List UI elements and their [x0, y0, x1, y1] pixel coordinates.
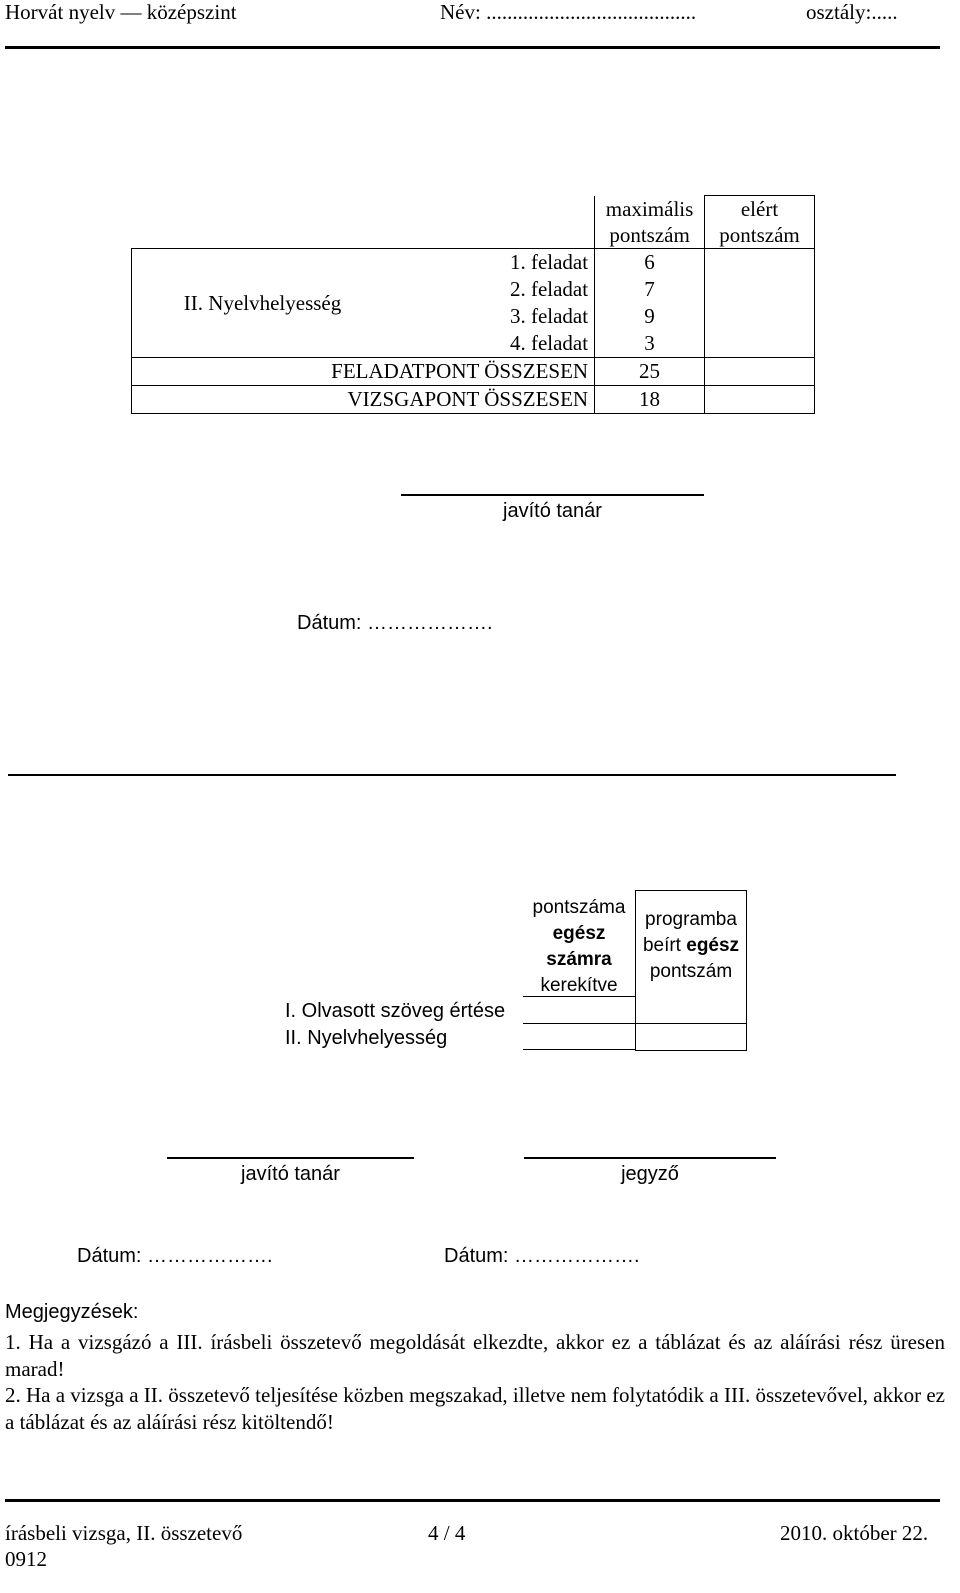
summary-col-program: programba beírt egész pontszám — [635, 890, 747, 1051]
footer-date: 2010. október 22. — [780, 1521, 929, 1545]
section-label: II. Nyelvhelyesség — [132, 249, 394, 358]
signature-label-notary: jegyző — [621, 1163, 679, 1185]
task-label: 3. feladat — [509, 304, 589, 328]
footer-page-number: 4 / 4 — [428, 1521, 466, 1545]
note-item: 2. Ha a vizsga a II. összetevő teljesítése közben megszakad, illetve nem folytatódik a III. összetevővel, akkor ez a táblázat és az aláírási rész kitöltendő! — [5, 1383, 945, 1434]
header-subject: Horvát nyelv — középszint — [5, 0, 237, 24]
notes-title: Megjegyzések: — [5, 1301, 139, 1323]
task-max: 6 — [595, 249, 705, 277]
total-exam-max: 18 — [595, 386, 705, 414]
total-exam-achieved[interactable] — [705, 386, 815, 414]
task-achieved[interactable] — [705, 330, 815, 358]
signature-label-teacher: javító tanár — [241, 1163, 340, 1185]
signature-label-teacher: javító tanár — [503, 500, 602, 522]
summary-row-label: I. Olvasott szöveg értése — [285, 1000, 506, 1022]
task-achieved[interactable] — [705, 276, 815, 303]
total-task-max: 25 — [595, 358, 705, 386]
total-task-label: FELADATPONT ÖSSZESEN — [132, 358, 595, 386]
total-exam-label: VIZSGAPONT ÖSSZESEN — [132, 386, 595, 414]
date-field-notary: Dátum: ………………. — [444, 1245, 640, 1267]
signature-line-notary — [524, 1157, 776, 1159]
task-achieved[interactable] — [705, 249, 815, 277]
section-divider — [8, 774, 896, 776]
col-achieved-header: elért pontszám — [705, 196, 815, 249]
col-max-header: maximális pontszám — [595, 196, 705, 249]
summary-row-label: II. Nyelvhelyesség — [285, 1027, 448, 1049]
note-item: 1. Ha a vizsgázó a III. írásbeli összetevő megoldását elkezdte, akkor ez a táblázat és az aláírási rész üresen marad! — [5, 1330, 945, 1381]
footer-code: 0912 — [5, 1547, 47, 1571]
task-max: 7 — [595, 276, 705, 303]
header-name-field: Név: ........................................ — [440, 0, 697, 24]
header-class-field: osztály:..... — [806, 0, 898, 24]
task-label: 4. feladat — [509, 331, 589, 355]
task-achieved[interactable] — [705, 303, 815, 330]
task-label: 2. feladat — [509, 277, 589, 301]
signature-line-teacher — [401, 494, 704, 496]
task-label: 1. feladat — [393, 249, 595, 277]
score-table — [131, 195, 815, 414]
task-max: 3 — [595, 330, 705, 358]
task-max: 9 — [595, 303, 705, 330]
summary-col-rounded: pontszáma egész számra kerekítve — [523, 891, 636, 1051]
date-field: Dátum: ………………. — [297, 612, 493, 634]
date-field-teacher: Dátum: ………………. — [77, 1245, 273, 1267]
signature-line-teacher — [167, 1157, 414, 1159]
header-rule — [5, 46, 940, 49]
total-task-achieved[interactable] — [705, 358, 815, 386]
footer-rule — [5, 1499, 940, 1502]
footer-exam-label: írásbeli vizsga, II. összetevő — [5, 1521, 243, 1545]
